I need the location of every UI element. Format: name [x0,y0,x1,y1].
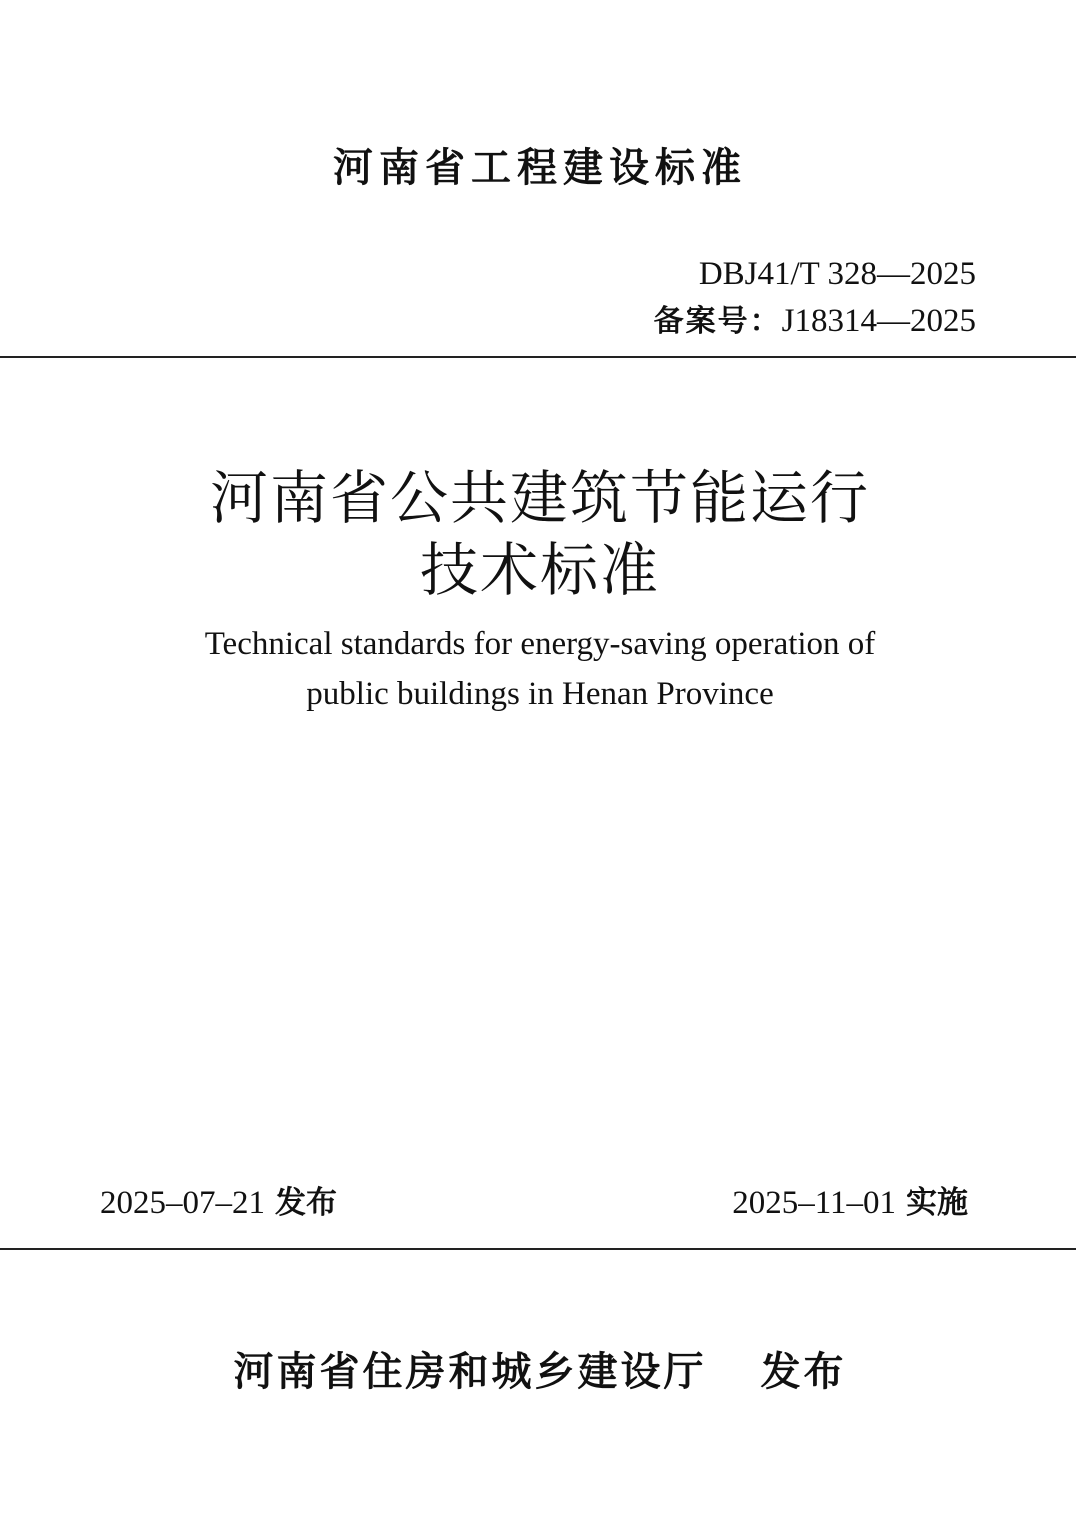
issuer-line [0,1344,1080,1400]
issuer-name: 河南省住房和城乡建设厅 [233,1349,707,1395]
top-divider [0,356,1076,358]
effective-label: 实施 [906,1185,968,1221]
publish-date-block [100,1178,337,1227]
chinese-title-line-2: 技术标准 [419,536,660,604]
publish-date: 2025–07–21 [100,1185,265,1221]
bottom-divider [0,1248,1076,1250]
filing-record [654,298,976,344]
filing-label: 备案号： [653,304,782,339]
english-title-line-2: public buildings in Henan Province [306,676,774,712]
series-title: 河南省工程建设标准 [333,145,747,191]
issue-label: 发布 [760,1349,847,1395]
effective-date-block [732,1178,968,1227]
chinese-title-line-1: 河南省公共建筑节能运行 [209,464,870,532]
standard-code: DBJ41/T 328—2025 [698,256,976,292]
filing-number: J18314—2025 [781,303,976,339]
english-title-line-1: Technical standards for energy-saving operation of [204,626,876,662]
publish-label: 发布 [275,1185,337,1221]
effective-date: 2025–11–01 [732,1185,896,1221]
